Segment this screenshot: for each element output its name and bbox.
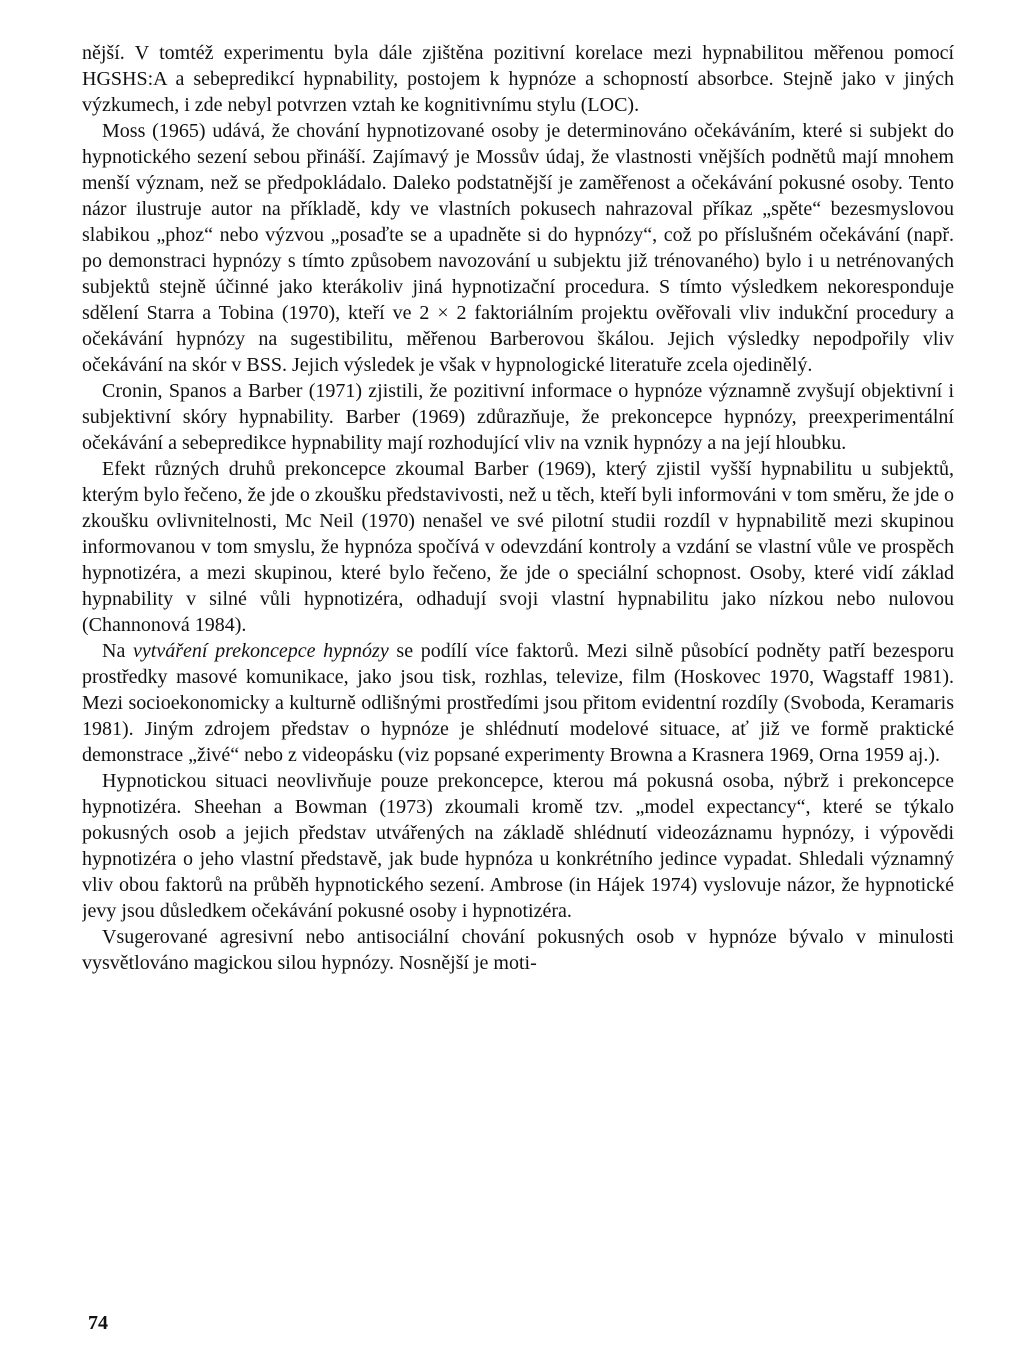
paragraph-2: Moss (1965) udává, že chování hypnotizované osoby je determinováno očekáváním, které si subjekt do hypnotického sezení sebou přináší. Zajímavý je Mossův údaj, že vlastnosti vnějších podnětů mají mnohem menší význam, než se předpokládalo. Daleko podstatnější je zaměřenost a očekávání pokusné osoby. Tento názor ilustruje autor na příkladě, kdy ve vlastních pokusech nahrazoval příkaz „spěte“ bezesmyslovou slabikou „phoz“ nebo výzvou „posaďte se a upadněte si do hypnózy“, což po příslušném očekávání (např. po demonstraci hypnózy s tímto způsobem navozování u subjektu již trénovaného) bylo i u netrénovaných subjektů stejně účinné jako kterákoliv jiná hypnotizační procedura. S tímto výsledkem nekoresponduje sdělení Starra a Tobina (1970), kteří ve 2 × 2 faktoriálním projektu ověřovali vliv indukční procedury a očekávání hypnózy na sugestibilitu, měřenou Barberovou škálou. Jejich výsledky nepodpořily vliv očekávání na skór v BSS. Jejich výsledek je však v hypnologické literatuře zcela ojedinělý. (82, 120, 954, 376)
paragraph-5 (82, 638, 954, 768)
page-body (82, 40, 954, 1330)
paragraph-7: Vsugerované agresivní nebo antisociální chování pokusných osob v hypnóze bývalo v minulosti vysvětlováno magickou silou hypnózy. Nosnější je moti- (82, 926, 954, 974)
paragraph-5-suffix: se podílí více faktorů. Mezi silně působící podněty patří bezesporu prostředky masové komunikace, jako jsou tisk, rozhlas, televize, film (Hoskovec 1970, Wagstaff 1981). Mezi socioekonomicky a kulturně odlišnými prostředími jsou přitom evidentní rozdíly (Svoboda, Keramaris 1981). Jiným zdrojem představ o hypnóze je shlédnutí modelové situace, ať již ve formě praktické demonstrace „živé“ nebo z videopásku (viz popsané experimenty Browna a Krasnera 1969, Orna 1959 aj.). (82, 640, 954, 766)
paragraph-4: Efekt různých druhů prekoncepce zkoumal Barber (1969), který zjistil vyšší hypnabilitu u subjektů, kterým bylo řečeno, že jde o zkoušku představivosti, než u těch, kteří byli informováni v tom směru, že jde o zkoušku ovlivnitelnosti, Mc Neil (1970) nenašel ve své pilotní studii rozdíl v hypnabilitě mezi skupinou informovanou v tom smyslu, že hypnóza spočívá v odevzdání kontroly a vzdání se vlastní vůle ve prospěch hypnotizéra, a mezi skupinou, které bylo řečeno, že jde o speciální schopnost. Osoby, které vidí základ hypnability v silné vůli hypnotizéra, odhadují svoji vlastní hypnabilitu jako nízkou nebo nulovou (Channonová 1984). (82, 458, 954, 636)
paragraph-5-emphasis: vytváření prekoncepce hypnózy (133, 640, 389, 662)
paragraph-3: Cronin, Spanos a Barber (1971) zjistili, že pozitivní informace o hypnóze významně zvyšují objektivní i subjektivní skóry hypnability. Barber (1969) zdůrazňuje, že prekoncepce hypnózy, preexperimentální očekávání a sebepredikce hypnability mají rozhodující vliv na vznik hypnózy a na její hloubku. (82, 380, 954, 454)
paragraph-6: Hypnotickou situaci neovlivňuje pouze prekoncepce, kterou má pokusná osoba, nýbrž i prekoncepce hypnotizéra. Sheehan a Bowman (1973) zkoumali kromě tzv. „model expectancy“, které se týkalo pokusných osob a jejich představ utvářených na základě shlédnutí videozáznamu hypnózy, i výpovědi hypnotizéra o jeho vlastní představě, jak bude hypnóza u konkrétního jedince vypadat. Shledali významný vliv obou faktorů na průběh hypnotického sezení. Ambrose (in Hájek 1974) vyslovuje názor, že hypnotické jevy jsou důsledkem očekávání pokusné osoby i hypnotizéra. (82, 770, 954, 922)
paragraph-5-prefix: Na (102, 640, 134, 662)
paragraph-1: nější. V tomtéž experimentu byla dále zjištěna pozitivní korelace mezi hypnabilitou měřenou pomocí HGSHS:A a sebepredikcí hypnability, postojem k hypnóze a schopností absorbce. Stejně jako v jiných výzkumech, i zde nebyl potvrzen vztah ke kognitivnímu stylu (LOC). (82, 42, 954, 116)
page-number: 74 (88, 1312, 108, 1334)
